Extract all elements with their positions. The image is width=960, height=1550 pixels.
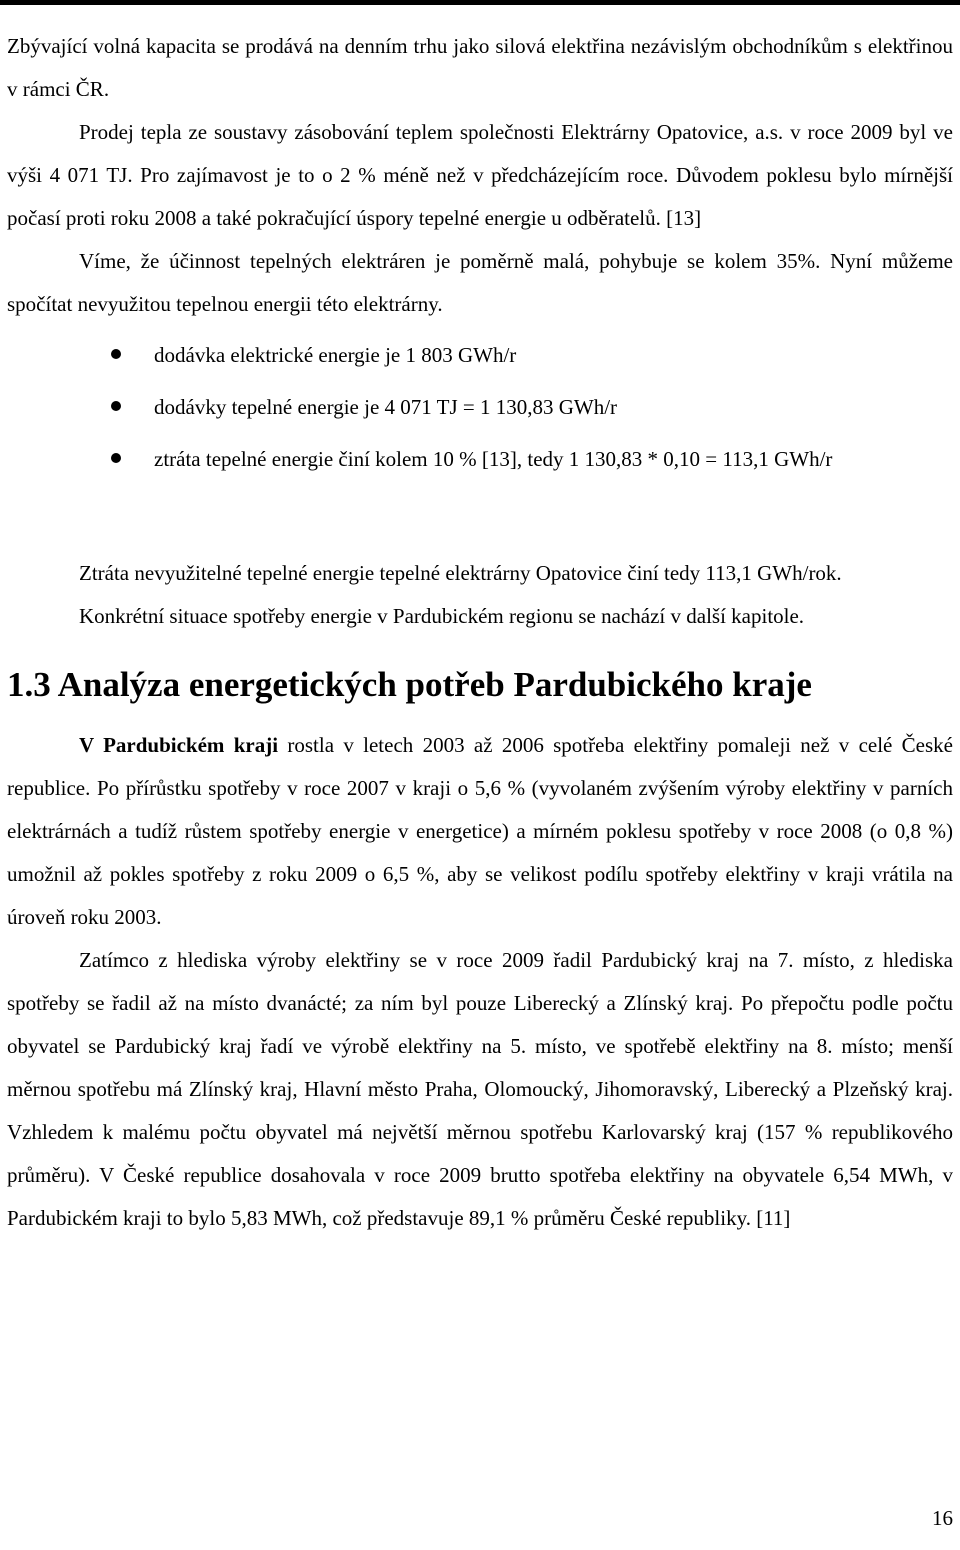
bullet-text: dodávky tepelné energie je 4 071 TJ = 1 130,83 GWh/r: [154, 395, 618, 419]
vertical-spacer: [7, 490, 953, 552]
bullet-text: ztráta tepelné energie činí kolem 10 % [13], tedy 1 130,83 * 0,10 = 113,1 GWh/r: [154, 447, 833, 471]
bold-term: V Pardubickém kraji: [79, 733, 279, 757]
section-number: 1.3: [7, 665, 51, 704]
section-heading: [7, 660, 953, 710]
bullet-text: dodávka elektrické energie je 1 803 GWh/r: [154, 343, 517, 367]
list-item: [7, 438, 953, 481]
bullet-icon: [111, 401, 121, 411]
paragraph-heat-sales: Prodej tepla ze soustavy zásobování teplem společnosti Elektrárny Opatovice, a.s. v roce 2009 byl ve výši 4 071 TJ. Pro zajímavost je to o 2 % méně než v předcházejícím roce. Důvodem poklesu bylo mírnější počasí proti roku 2008 a také pokračující úspory tepelné energie u odběratelů. [13]: [7, 120, 953, 230]
page-number: 16: [932, 1506, 953, 1530]
paragraph-loss-summary: Ztráta nevyužitelné tepelné energie tepelné elektrárny Opatovice činí tedy 113,1 GWh/rok.: [79, 561, 842, 585]
paragraph-intro: Zbývající volná kapacita se prodává na denním trhu jako silová elektřina nezávislým obchodníkům s elektřinou v rámci ČR.: [7, 34, 953, 101]
paragraph-region-ranking: Zatímco z hlediska výroby elektřiny se v roce 2009 řadil Pardubický kraj na 7. místo, z hlediska spotřeby se řadil až na místo dvanácté; za ním byl pouze Liberecký a Zlínský kraj. Po přepočtu podle počtu obyvatel se Pardubický kraj řadí ve výrobě elektřiny na 5. místo, ve spotřebě elektřiny na 8. místo; menší měrnou spotřebu má Zlínský kraj, Hlavní město Praha, Olomoucký, Jihomoravský, Liberecký a Plzeňský kraj. Vzhledem k malému počtu obyvatel má největší měrnou spotřebu Karlovarský kraj (157 % republikového průměru). V České republice dosahovala v roce 2009 brutto spotřeba elektřiny na obyvatele 6,54 MWh, v Pardubickém kraji to bylo 5,83 MWh, což představuje 89,1 % průměru České republiky. [11]: [7, 948, 953, 1230]
section-title: Analýza energetických potřeb Pardubického kraje: [57, 665, 812, 704]
list-item: [7, 334, 953, 377]
bullet-icon: [111, 453, 121, 463]
page-top-rule: [0, 0, 960, 5]
paragraph-efficiency: Víme, že účinnost tepelných elektráren je poměrně malá, pohybuje se kolem 35%. Nyní můžeme spočítat nevyužitou tepelnou energii této elektrárny.: [7, 249, 953, 316]
paragraph-next-chapter: Konkrétní situace spotřeby energie v Pardubickém regionu se nachází v další kapitole.: [79, 604, 805, 628]
document-page: [7, 25, 953, 1240]
paragraph-text: rostla v letech 2003 až 2006 spotřeba elektřiny pomaleji než v celé České republice. Po přírůstku spotřeby v roce 2007 v kraji o 5,6 % (vyvolaném zvýšením výroby elektřiny v parních elektrárnách a tudíž růstem spotřeby energie v energetice) a mírném poklesu spotřeby v roce 2008 (o 0,8 %) umožnil až pokles spotřeby z roku 2009 o 6,5 %, aby se velikost podílu spotřeby elektřiny v kraji vrátila na úroveň roku 2003.: [7, 733, 953, 929]
bullet-icon: [111, 349, 121, 359]
bullet-list: [7, 334, 953, 481]
list-item: [7, 386, 953, 429]
paragraph-region-consumption: [7, 724, 953, 939]
